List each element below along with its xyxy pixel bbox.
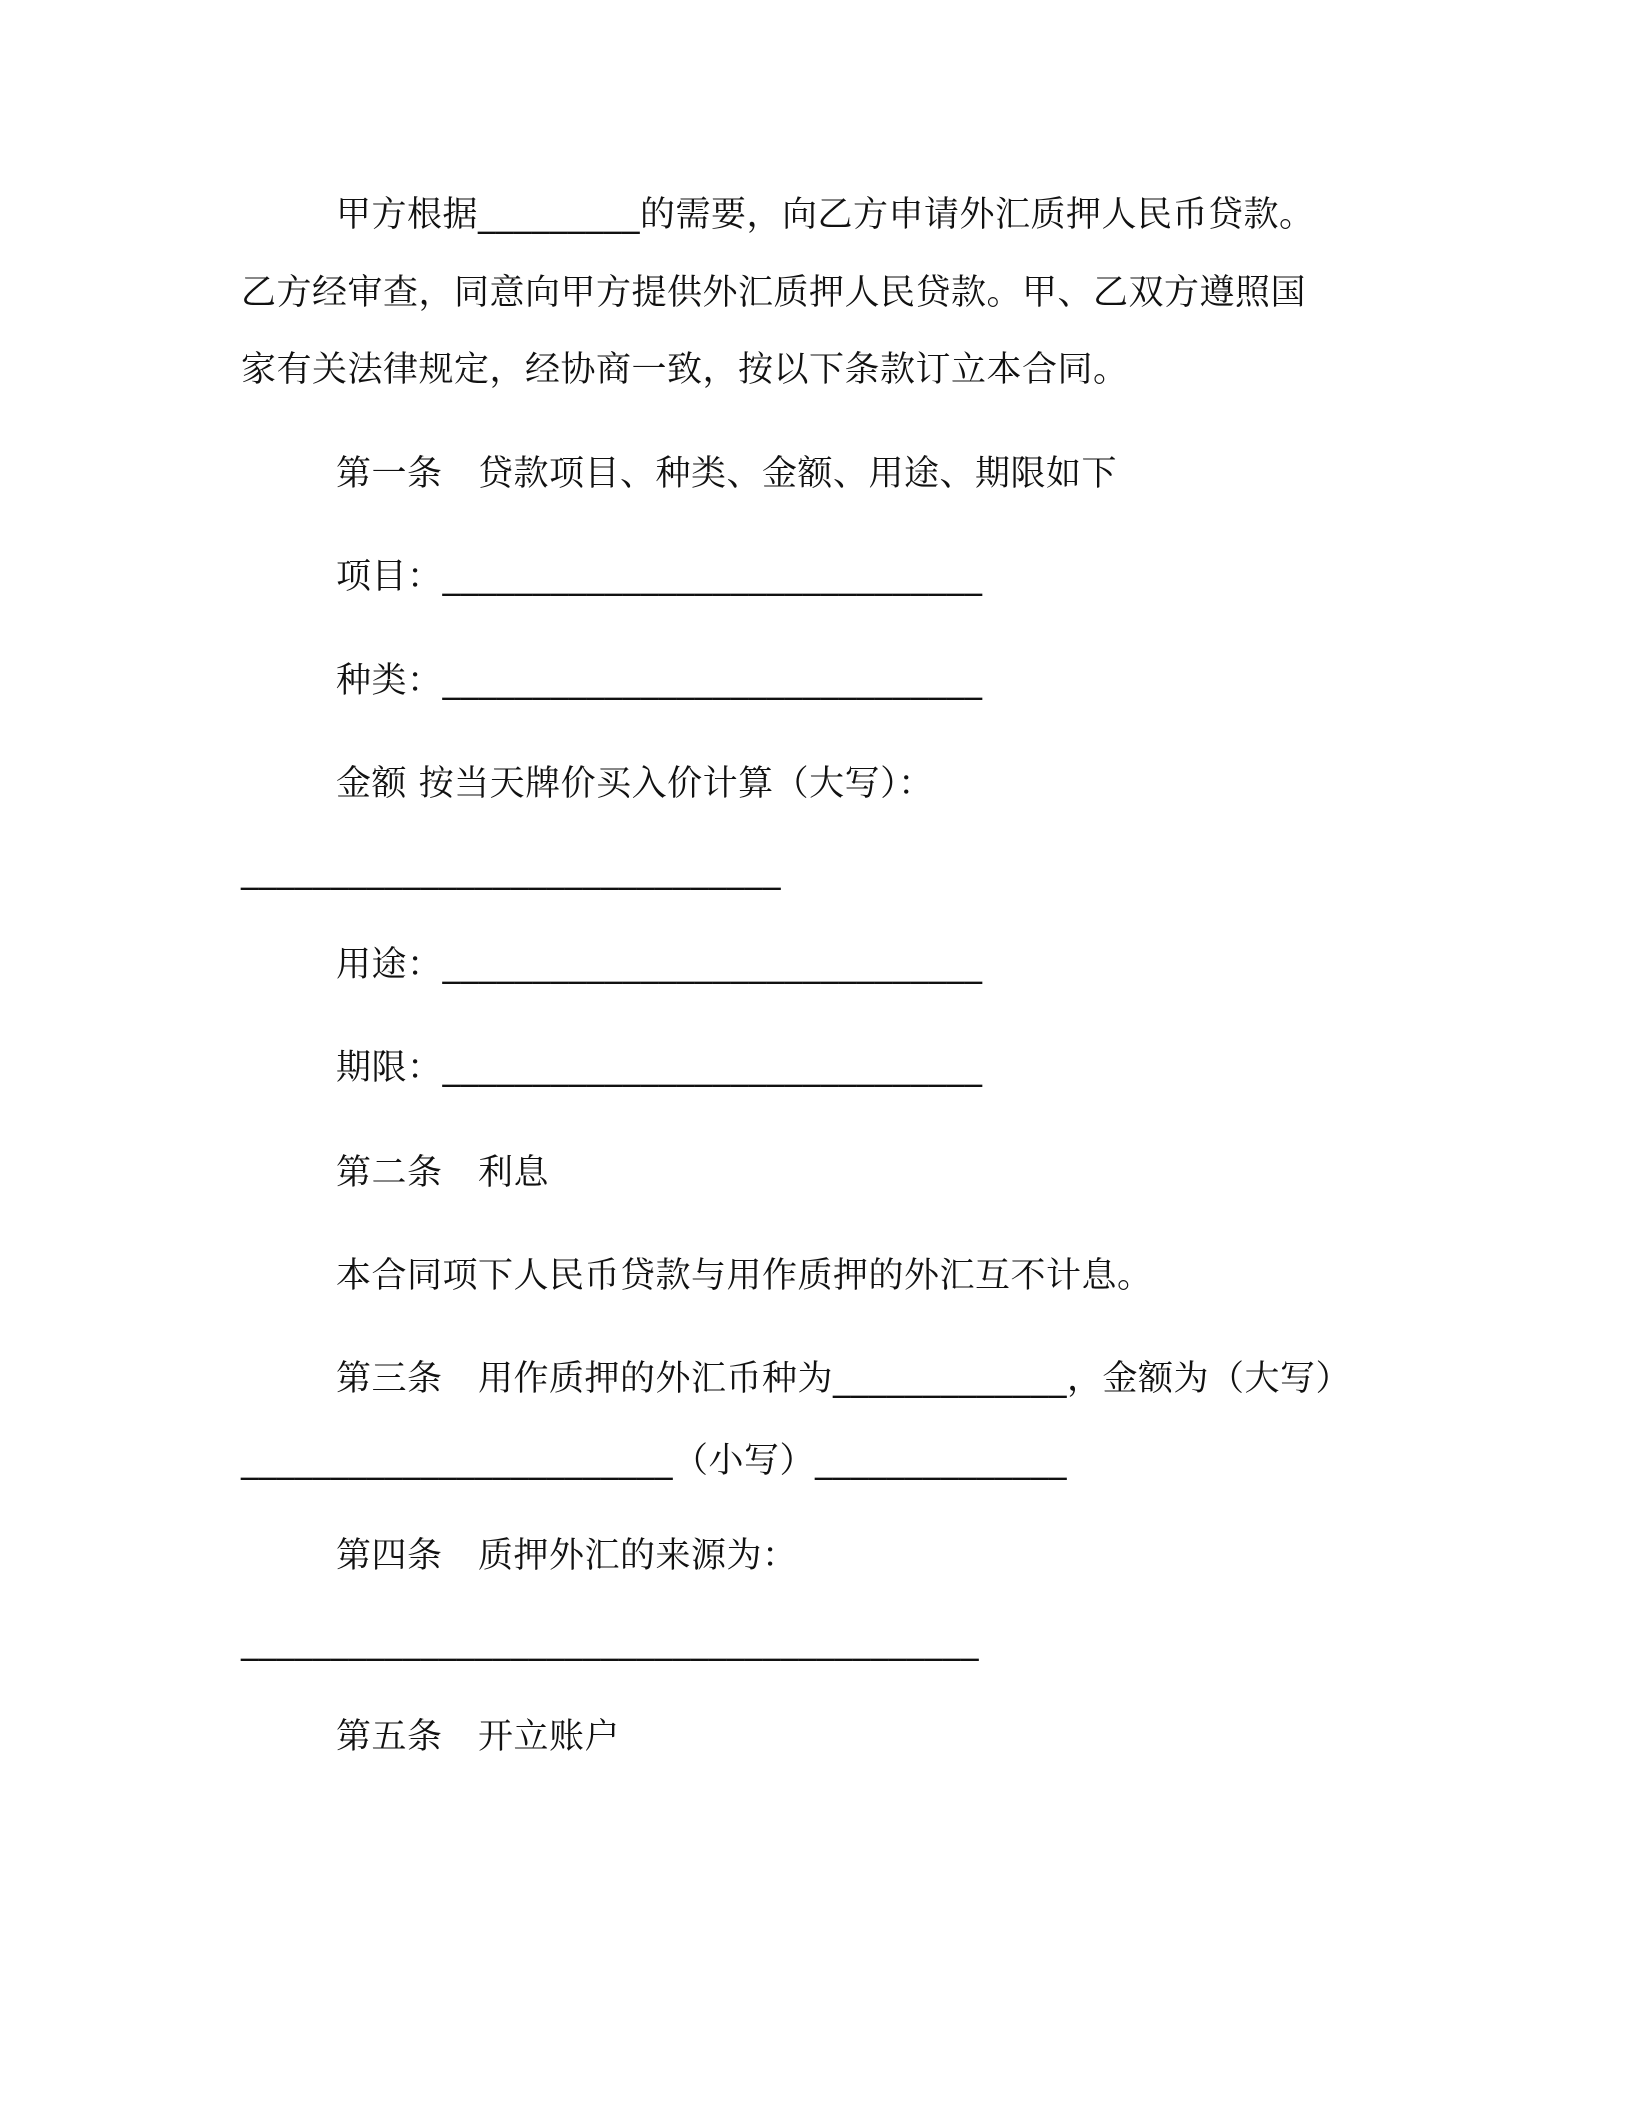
amount-label: 金额 按当天牌价买入价计算（大写）： — [336, 764, 934, 804]
article-4-blank: _________________________________________ — [241, 1622, 979, 1662]
article-1-heading: 第一条 贷款项目、种类、金额、用途、期限如下 — [336, 454, 1118, 494]
purpose-field: 用途：______________________________ — [336, 945, 983, 985]
amount-blank: ______________________________ — [241, 851, 781, 891]
article-3-line-1: 第三条 用作质押的外汇币种为_____________，金额为（大写） — [336, 1359, 1352, 1399]
article-2-heading: 第二条 利息 — [336, 1153, 550, 1193]
intro-line-3: 家有关法律规定，经协商一致，按以下条款订立本合同。 — [241, 350, 1129, 390]
article-3-line-2: ________________________（小写）______________ — [241, 1441, 1068, 1481]
article-2-body: 本合同项下人民币贷款与用作质押的外汇互不计息。 — [336, 1256, 1153, 1296]
project-field: 项目：______________________________ — [336, 557, 983, 597]
term-field: 期限：______________________________ — [336, 1048, 983, 1088]
intro-line-1: 甲方根据_________的需要，向乙方申请外汇质押人民币贷款。 — [336, 195, 1315, 235]
article-4-heading: 第四条 质押外汇的来源为： — [336, 1536, 798, 1576]
category-field: 种类：______________________________ — [336, 661, 983, 701]
article-5-heading: 第五条 开立账户 — [336, 1717, 621, 1757]
intro-line-2: 乙方经审查，同意向甲方提供外汇质押人民贷款。甲、乙双方遵照国 — [241, 273, 1307, 313]
